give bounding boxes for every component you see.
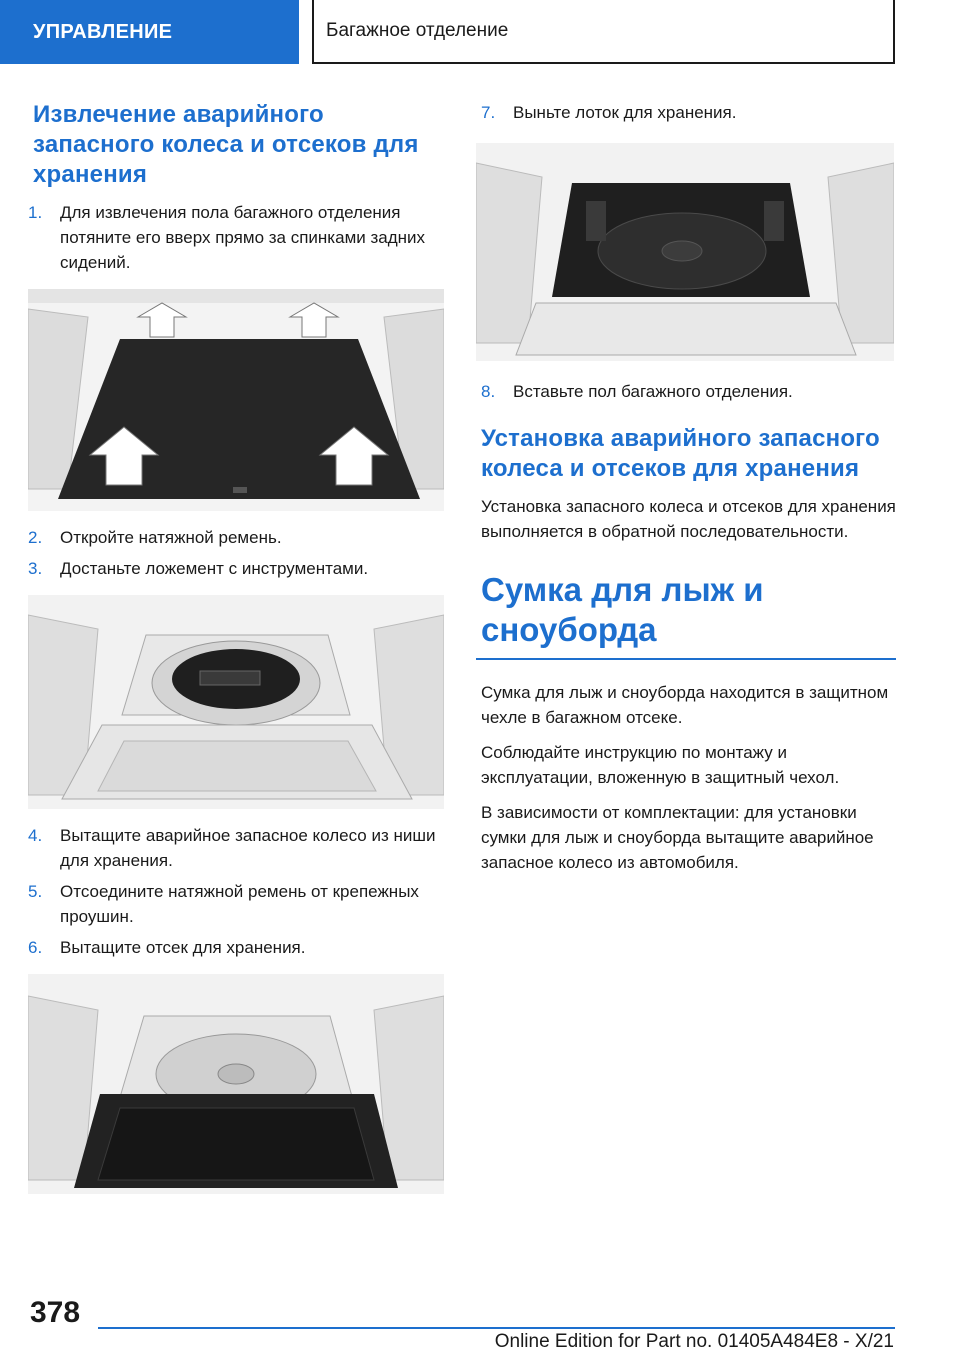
trunk-floor-illustration [28, 289, 444, 511]
step-text: Вытащите аварийное запасное колесо из ниши для хранения. [60, 826, 436, 870]
step-number: 5. [28, 882, 43, 901]
step-number: 6. [28, 938, 43, 957]
tool-tray-illustration [28, 595, 444, 809]
step-number: 4. [28, 826, 43, 845]
installation-text: Установка запасного колеса и отсеков для хранения выполняется в обратной последовательности. [481, 497, 896, 541]
footer-divider [98, 1327, 895, 1329]
section-title: Багажное отделение [312, 0, 895, 64]
step-number: 3. [28, 559, 43, 578]
step-text: Вставьте пол багажного отделения. [513, 382, 793, 401]
heading-removal: Извлечение аварийного запасного колеса и отсеков для хранения [33, 101, 419, 188]
step-6 [28, 935, 444, 960]
right-column [476, 100, 896, 885]
step-text: Откройте натяжной ремень. [60, 528, 282, 547]
figure-storage-tray [476, 143, 896, 361]
ski-bag-paragraph-2: Соблюдайте инструкцию по монтажу и эксплуатации, вложенную в защитный чехол. [481, 743, 840, 787]
page-number: 378 [30, 1296, 81, 1329]
step-3 [28, 556, 444, 581]
storage-compartment-illustration [28, 974, 444, 1194]
step-text: Отсоедините натяжной ремень от крепежных проушин. [60, 882, 419, 926]
step-number: 2. [28, 528, 43, 547]
step-4 [28, 823, 444, 873]
chapter-tab: УПРАВЛЕНИЕ [0, 0, 299, 64]
step-2 [28, 525, 444, 550]
step-8 [481, 379, 896, 404]
step-text: Достаньте ложемент с инструментами. [60, 559, 369, 578]
edition-info: Online Edition for Part no. 01405A484E8 - X/21 [494, 1331, 894, 1352]
step-text: Вытащите отсек для хранения. [60, 938, 306, 957]
left-column [28, 100, 444, 1208]
step-5 [28, 879, 444, 929]
heading-installation: Установка аварийного запасного колеса и отсеков для хранения [481, 425, 880, 482]
step-text: Для извлечения пола багажного отделения потяните его вверх прямо за спинками задних сидений. [60, 203, 426, 272]
step-7 [481, 100, 896, 125]
storage-tray-illustration [476, 143, 894, 361]
step-number: 8. [481, 382, 496, 401]
step-text: Выньте лоток для хранения. [513, 103, 737, 122]
ski-bag-paragraph-1: Сумка для лыж и сноуборда находится в защитном чехле в багажном отсеке. [481, 683, 889, 727]
step-number: 7. [481, 103, 496, 122]
figure-trunk-floor [28, 289, 444, 511]
figure-tool-tray [28, 595, 444, 809]
figure-storage-compartment [28, 974, 444, 1194]
heading-ski-bag: Сумка для лыж и сноуборда [476, 570, 896, 660]
ski-bag-paragraph-3: В зависимости от комплектации: для установки сумки для лыж и сноуборда вытащите аварийное запасное колесо из автомобиля. [481, 803, 874, 872]
step-number: 1. [28, 203, 43, 222]
step-1 [28, 200, 444, 275]
